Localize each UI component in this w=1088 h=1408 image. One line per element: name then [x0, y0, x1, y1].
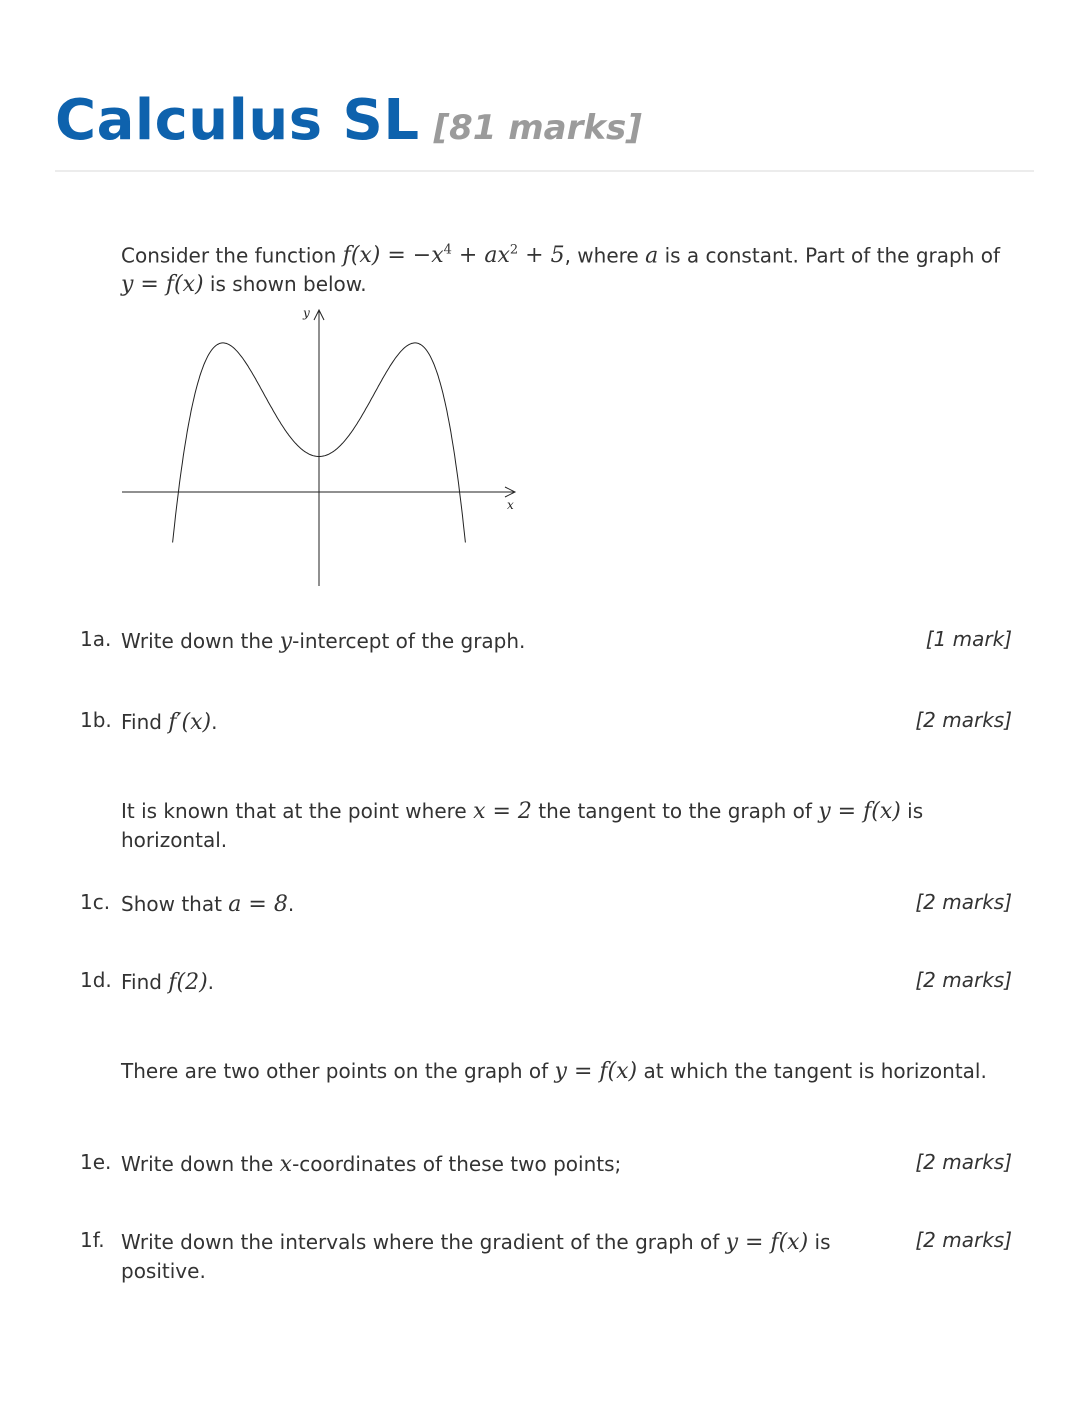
graph-equation: y = f(x): [121, 272, 204, 298]
question-text: Show that a = 8.: [121, 892, 295, 917]
question-number: 1f.: [80, 1228, 105, 1252]
intro-text: Consider the function: [121, 243, 343, 268]
question-number: 1a.: [80, 627, 112, 651]
title-divider: [55, 170, 1034, 172]
context-paragraph-other-points: There are two other points on the graph of y = f(x) at which the tangent is horizontal.: [121, 1059, 987, 1084]
question-marks: [1 mark]: [925, 627, 1012, 651]
x-axis-label: x: [507, 498, 514, 512]
constant-a: a: [645, 243, 659, 269]
y-axis-label: y: [303, 306, 310, 320]
question-number: 1d.: [80, 968, 112, 992]
question-number: 1e.: [80, 1150, 112, 1174]
question-marks: [2 marks]: [915, 1150, 1012, 1174]
question-marks: [2 marks]: [915, 1228, 1012, 1252]
context-paragraph-tangent: It is known that at the point where x = 2 the tangent to the graph of y = f(x) is horizontal.: [121, 799, 924, 852]
question-text: Write down the x-coordinates of these two points;: [121, 1152, 622, 1177]
intro-text: , where: [564, 243, 646, 268]
function-graph: [120, 305, 520, 590]
question-number: 1b.: [80, 708, 112, 732]
question-text: Find f′(x).: [121, 710, 218, 735]
question-marks: [2 marks]: [915, 708, 1012, 732]
page-title: [55, 88, 642, 153]
function-definition: $f(x) = -x^4 + ax^2 + 5$: [342, 243, 565, 269]
intro-text: is a constant. Part of the graph of: [658, 243, 1001, 268]
question-text: Write down the y-intercept of the graph.: [121, 629, 526, 654]
intro-paragraph: [121, 236, 1001, 299]
question-marks: [2 marks]: [915, 890, 1012, 914]
question-marks: [2 marks]: [915, 968, 1012, 992]
question-text: Write down the intervals where the gradient of the graph of y = f(x) is positive.: [121, 1230, 831, 1283]
total-marks: [81 marks]: [433, 108, 642, 148]
intro-text: is shown below.: [203, 272, 367, 297]
question-text: Find f(2).: [121, 970, 215, 995]
question-number: 1c.: [80, 890, 111, 914]
title-text: Calculus SL: [55, 88, 420, 153]
